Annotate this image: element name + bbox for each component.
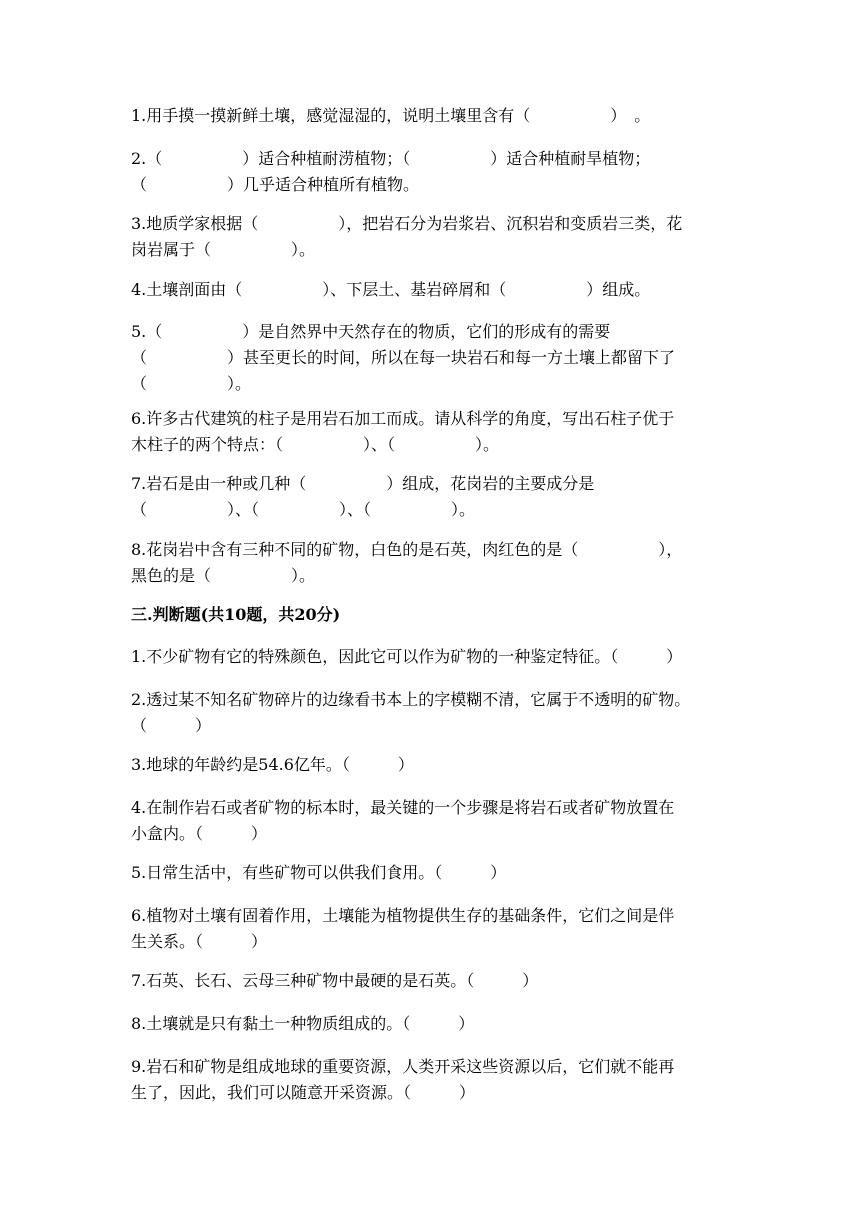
question-line: 6.植物对土壤有固着作用，土壤能为植物提供生存的基础条件，它们之间是伴 [131, 906, 675, 925]
question-line: 木柱子的两个特点：（ ）、（ ）。 [131, 435, 500, 454]
question-line: 3.地质学家根据（ ），把岩石分为岩浆岩、沉积岩和变质岩三类，花 [131, 214, 683, 233]
judgment-question-3 [131, 752, 741, 778]
fill-question-4 [131, 277, 741, 303]
question-line: 5.（ ）是自然界中天然存在的物质，它们的形成有的需要 [131, 322, 611, 341]
fill-question-3 [131, 211, 741, 263]
question-line: 生关系。（ ） [131, 932, 268, 951]
question-line: 岗岩属于（ ）。 [131, 240, 316, 259]
question-line: （ ）、（ ）、（ ）。 [131, 500, 476, 519]
question-line: 小盒内。（ ） [131, 824, 268, 843]
question-line: 8.土壤就是只有黏土一种物质组成的。（ ） [131, 1014, 475, 1033]
question-line: 生了，因此，我们可以随意开采资源。（ ） [131, 1083, 476, 1102]
fill-question-1 [131, 103, 741, 129]
fill-question-8 [131, 537, 741, 589]
judgment-question-5 [131, 860, 741, 886]
fill-question-6 [131, 406, 741, 458]
judgment-question-1 [131, 644, 741, 670]
question-line: （ ）几乎适合种植所有植物。 [131, 175, 420, 194]
question-line: 2.（ ）适合种植耐涝植物；（ ）适合种植耐旱植物； [131, 149, 651, 168]
question-line: 6.许多古代建筑的柱子是用岩石加工而成。请从科学的角度，写出石柱子优于 [131, 409, 675, 428]
question-line: 9.岩石和矿物是组成地球的重要资源，人类开采这些资源以后，它们就不能再 [131, 1057, 675, 1076]
question-line: 2.透过某不知名矿物碎片的边缘看书本上的字模糊不清，它属于不透明的矿物。 [131, 690, 691, 709]
question-line: 黑色的是（ ）。 [131, 566, 316, 585]
fill-question-5 [131, 319, 741, 397]
question-line: 4.土壤剖面由（ ）、下层土、基岩碎屑和（ ）组成。 [131, 280, 651, 299]
judgment-question-7 [131, 968, 741, 994]
question-line: 1.不少矿物有它的特殊颜色，因此它可以作为矿物的一种鉴定特征。（ ） [131, 647, 683, 666]
judgment-question-2 [131, 687, 741, 739]
question-line: （ ） [131, 716, 212, 735]
question-line: 4.在制作岩石或者矿物的标本时，最关键的一个步骤是将岩石或者矿物放置在 [131, 798, 675, 817]
question-line: 3.地球的年龄约是54.6亿年。（ ） [131, 755, 414, 774]
question-line: 7.岩石是由一种或几种（ ）组成，花岗岩的主要成分是 [131, 474, 595, 493]
fill-question-7 [131, 471, 741, 523]
question-line: 8.花岗岩中含有三种不同的矿物，白色的是石英，肉红色的是（ ）， [131, 540, 683, 559]
judgment-question-6 [131, 903, 741, 955]
judgment-question-8 [131, 1011, 741, 1037]
judgment-question-4 [131, 795, 741, 847]
question-line: （ ）。 [131, 374, 252, 393]
section-title: 三.判断题(共10题，共20分) [131, 605, 341, 624]
fill-question-2 [131, 146, 741, 198]
judgment-question-9 [131, 1054, 741, 1106]
question-line: 1.用手摸一摸新鲜土壤，感觉湿湿的，说明土壤里含有（ ） 。 [131, 106, 651, 125]
question-line: 5.日常生活中，有些矿物可以供我们食用。（ ） [131, 863, 507, 882]
question-line: 7.石英、长石、云母三种矿物中最硬的是石英。（ ） [131, 971, 539, 990]
question-line: （ ）甚至更长的时间，所以在每一块岩石和每一方土壤上都留下了 [131, 348, 676, 367]
